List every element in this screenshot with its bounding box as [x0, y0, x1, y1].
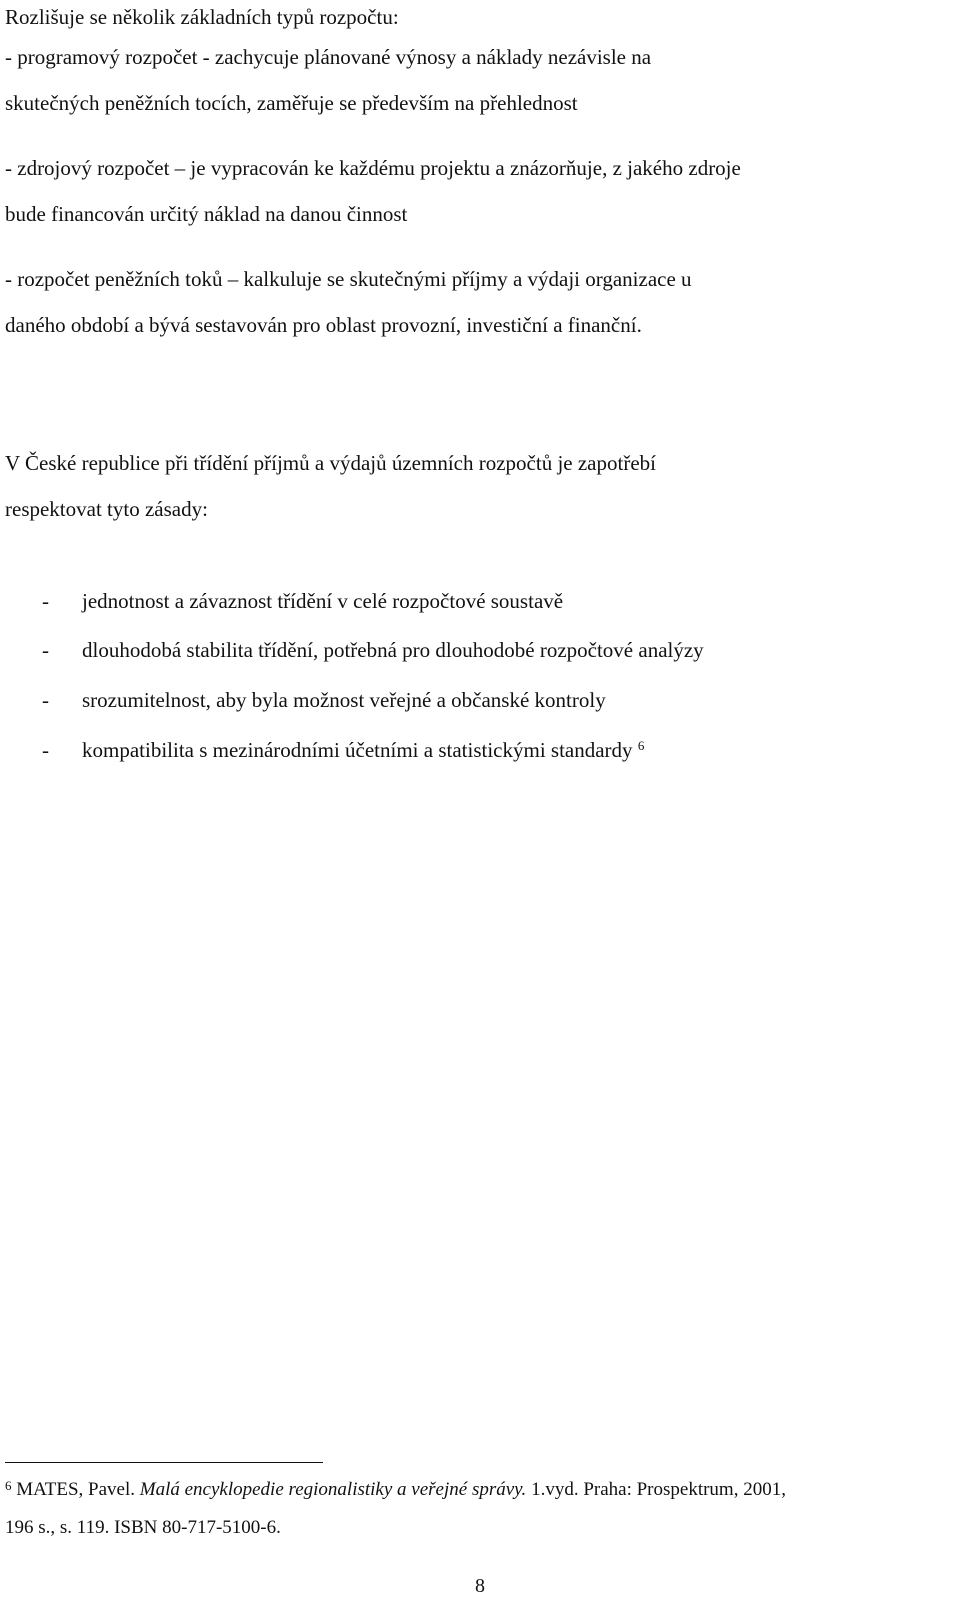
list-item [82, 737, 644, 763]
footnote-separator [5, 1462, 323, 1463]
footnote-ref[interactable]: 6 [637, 738, 645, 753]
footnote-author: MATES, Pavel. [16, 1479, 135, 1500]
intro-line: - zdrojový rozpočet – je vypracován ke každému projektu a znázorňuje, z jakého zdroje [5, 156, 741, 180]
intro-line: skutečných peněžních tocích, zaměřuje se především na přehlednost [5, 91, 578, 115]
footnote-line-2: 196 s., s. 119. ISBN 80-717-5100-6. [5, 1517, 281, 1538]
list-dash: - [42, 589, 49, 613]
footnote-title: Malá encyklopedie regionalistiky a veřejné správy. [139, 1479, 527, 1500]
list-item: srozumitelnost, aby byla možnost veřejné a občanské kontroly [82, 688, 606, 712]
page-number: 8 [475, 1575, 485, 1597]
list-dash: - [42, 738, 49, 762]
intro-line: - rozpočet peněžních toků – kalkuluje se skutečnými příjmy a výdaji organizace u [5, 267, 692, 291]
list-item-text: kompatibilita s mezinárodními účetními a statistickými standardy [82, 738, 633, 762]
paragraph-line: respektovat tyto zásady: [5, 497, 208, 521]
footnote-line [5, 1478, 786, 1502]
intro-heading: Rozlišuje se několik základních typů rozpočtu: [5, 5, 399, 29]
paragraph-line: V České republice při třídění příjmů a výdajů územních rozpočtů je zapotřebí [5, 451, 656, 475]
intro-line: daného období a bývá sestavován pro oblast provozní, investiční a finanční. [5, 313, 642, 337]
list-item: dlouhodobá stabilita třídění, potřebná pro dlouhodobé rozpočtové analýzy [82, 638, 704, 662]
footnote-publisher: 1.vyd. Praha: Prospektrum, 2001, [531, 1479, 786, 1500]
list-item: jednotnost a závaznost třídění v celé rozpočtové soustavě [82, 589, 564, 613]
intro-line: - programový rozpočet - zachycuje plánované výnosy a náklady nezávisle na [5, 45, 652, 69]
intro-line: bude financován určitý náklad na danou činnost [5, 202, 408, 226]
list-dash: - [42, 638, 49, 662]
footnote-number: 6 [5, 1478, 12, 1493]
list-dash: - [42, 688, 49, 712]
